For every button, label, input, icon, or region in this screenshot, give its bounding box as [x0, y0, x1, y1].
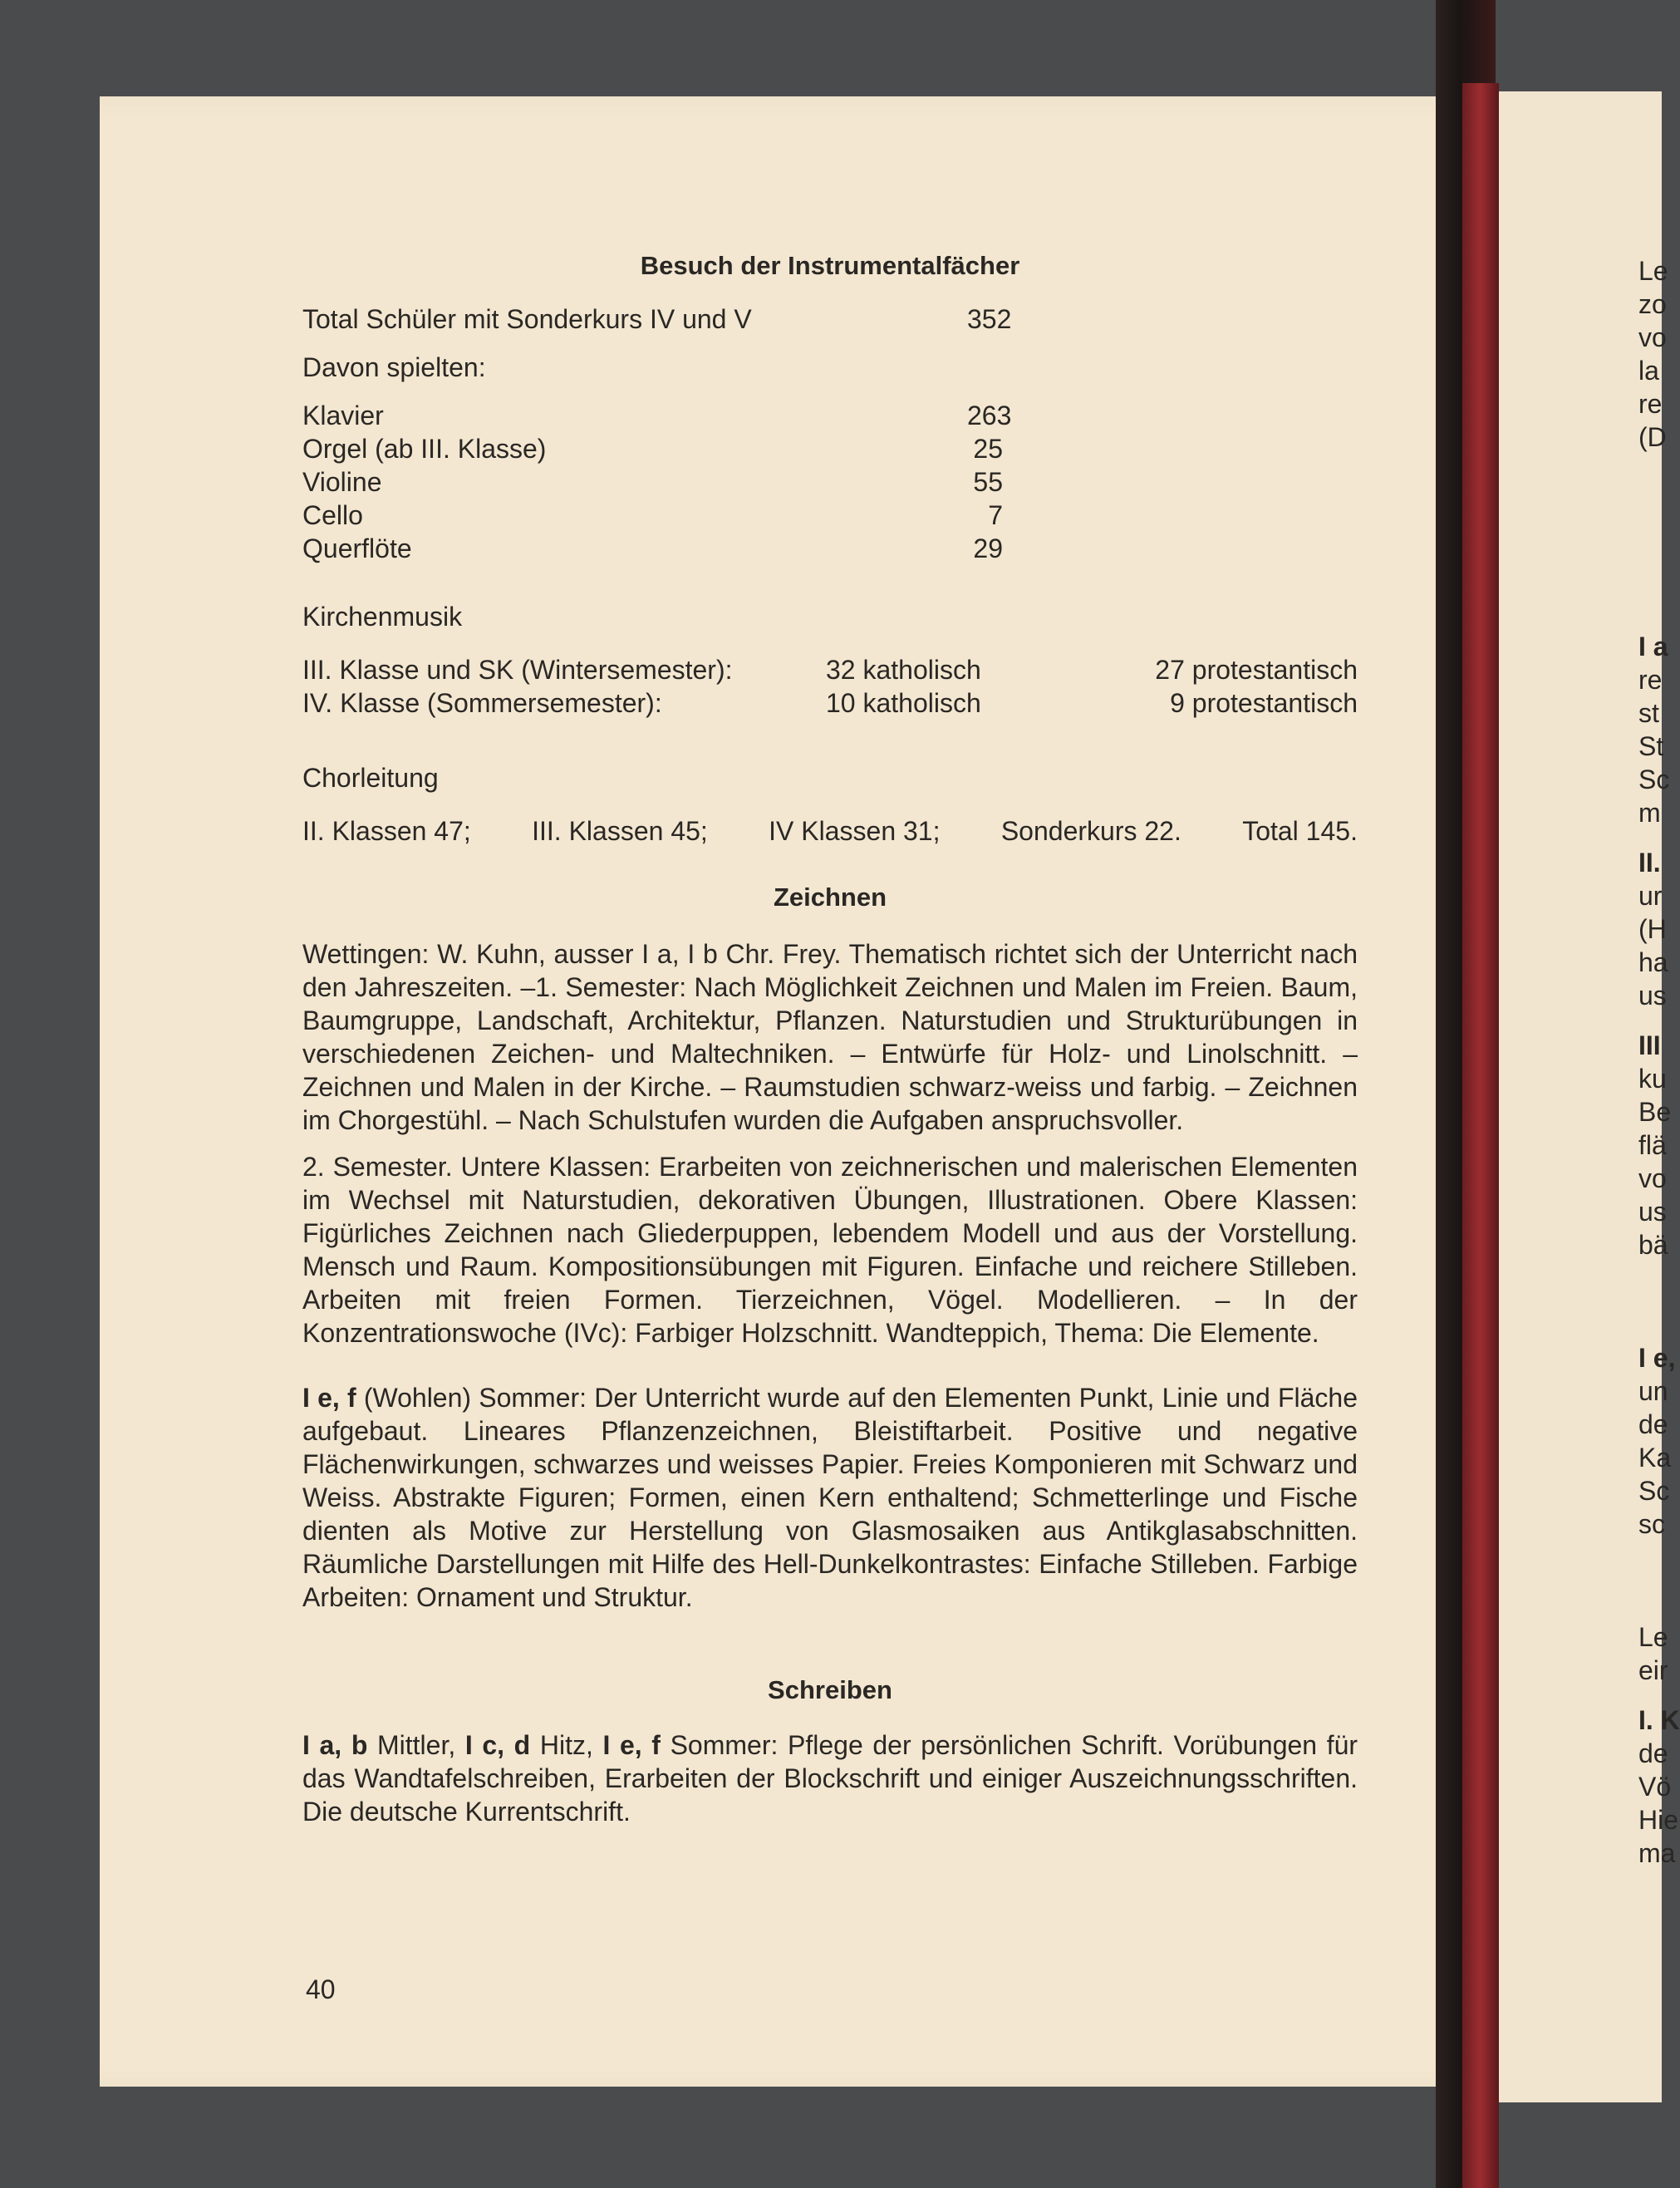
- instrument-count: 7: [988, 500, 1003, 530]
- right-fragment: St: [1638, 731, 1664, 761]
- class-code: I e, f: [602, 1730, 661, 1760]
- teacher-name: Hitz,: [530, 1730, 603, 1760]
- right-fragment: II.: [1638, 848, 1661, 878]
- kirchenmusik-katholisch: 10 katholisch: [826, 688, 981, 718]
- right-fragment: I a: [1638, 632, 1668, 661]
- right-fragment: Le: [1638, 1622, 1668, 1652]
- right-fragment: Le: [1638, 256, 1668, 286]
- right-fragment: us: [1638, 1197, 1667, 1227]
- class-code: I c, d: [464, 1730, 531, 1760]
- right-fragment: zo: [1638, 289, 1667, 319]
- kirchenmusik-row: [302, 686, 1358, 720]
- instrument-list: [302, 399, 1358, 565]
- instrument-count: 25: [973, 434, 1003, 464]
- instrument-count: 263: [967, 401, 1012, 430]
- right-fragment: I. K: [1638, 1705, 1680, 1735]
- right-fragment: (D: [1638, 422, 1667, 452]
- right-fragment: eir: [1638, 1655, 1668, 1685]
- instrument-row: [302, 465, 1358, 499]
- right-fragment: ku: [1638, 1064, 1667, 1094]
- page-content: [302, 249, 1358, 1828]
- instrument-heading: Besuch der Instrumentalfächer: [640, 251, 1020, 280]
- chorleitung-heading: Chorleitung: [302, 763, 439, 793]
- bookmark-ribbon: [1462, 83, 1499, 2188]
- right-fragment: vo: [1638, 322, 1667, 352]
- kirchenmusik-row: [302, 653, 1358, 686]
- kirchenmusik-label: IV. Klasse (Sommersemester):: [302, 688, 662, 718]
- right-fragment: Vö: [1638, 1772, 1672, 1802]
- right-fragment: m: [1638, 798, 1661, 828]
- right-fragment: st: [1638, 698, 1659, 728]
- davon-label: Davon spielten:: [302, 352, 486, 382]
- right-fragment: us: [1638, 981, 1667, 1010]
- chorleitung-row: [302, 814, 1358, 848]
- instrument-row: [302, 399, 1358, 432]
- instrument-count: 29: [973, 533, 1003, 563]
- kirchenmusik-katholisch: 32 katholisch: [826, 655, 981, 685]
- schreiben-paragraph: [302, 1728, 1358, 1828]
- instrument-label: Klavier: [302, 401, 384, 430]
- kirchenmusik-label: III. Klasse und SK (Wintersemester):: [302, 655, 733, 685]
- total-row: [302, 302, 1358, 336]
- instrument-label: Querflöte: [302, 533, 412, 563]
- kirchenmusik-heading: Kirchenmusik: [302, 602, 463, 632]
- right-fragment: ma: [1638, 1838, 1676, 1868]
- instrument-label: Orgel (ab III. Klasse): [302, 434, 547, 464]
- zeichnen-paragraph-3-text: (Wohlen) Sommer: Der Unterricht wurde auf den Elementen Punkt, Linie und Fläche aufgebaut. Lineares Pflanzenzeichnen, Bleistiftarbeit. Positive und negative Flächenwirkungen, schwarzes und weisses Papier. Freies Komponieren mit Schwarz und Weiss. Abstrakte Figuren; Formen, einen Kern enthaltend; Schmetterlinge und Fische dienten als Motive zur Herstellung von Glasmosaiken aus Antikglasabschnitten. Räumliche Darstellungen mit Hilfe des Hell-Dunkelkontrastes: Einfache Stilleben. Farbige Arbeiten: Ornament und Struktur.: [302, 1383, 1358, 1612]
- instrument-row: [302, 532, 1358, 565]
- right-fragment: bä: [1638, 1230, 1668, 1260]
- chorleitung-part: Total 145.: [1242, 816, 1358, 846]
- right-fragment: (H: [1638, 914, 1667, 944]
- schreiben-text: Sommer: Pflege der persönlichen Schrift. Vorübungen für das Wandtafelschreiben, Erarbeiten der Blockschrift und einiger Auszeichnungsschriften. Die deutsche Kurrentschrift.: [302, 1730, 1358, 1827]
- schreiben-heading: Schreiben: [768, 1675, 892, 1704]
- right-fragment: de: [1638, 1409, 1668, 1439]
- right-fragment: Ka: [1638, 1443, 1672, 1473]
- instrument-label: Cello: [302, 500, 363, 530]
- zeichnen-heading: Zeichnen: [773, 883, 887, 912]
- right-page: [1499, 91, 1662, 2102]
- zeichnen-paragraph-1: Wettingen: W. Kuhn, ausser I a, I b Chr. Frey. Thematisch richtet sich der Unterricht nach den Jahreszeiten. –1. Semester: Nach Möglichkeit Zeichnen und Malen im Freien. Baum, Baumgruppe, Landschaft, Architektur, Pflanzen. Naturstudien und Strukturübungen in verschiedenen Zeichen- und Maltechniken. – Entwürfe für Holz- und Linolschnitt. – Zeichnen und Malen in der Kirche. – Raumstudien schwarz-weiss und farbig. – Zeichnen im Chorgestühl. – Nach Schulstufen wurden die Aufgaben anspruchsvoller.: [302, 939, 1358, 1135]
- class-code: I a, b: [302, 1730, 368, 1760]
- right-fragment: re: [1638, 665, 1663, 695]
- total-label: Total Schüler mit Sonderkurs IV und V: [302, 304, 752, 334]
- chorleitung-part: II. Klassen 47;: [302, 816, 471, 846]
- right-fragment: I e,: [1638, 1343, 1676, 1373]
- right-fragment: Sc: [1638, 1476, 1670, 1506]
- right-fragment: re: [1638, 389, 1663, 419]
- kirchenmusik-protestantisch: 9 protestantisch: [1170, 688, 1358, 718]
- instrument-row: [302, 499, 1358, 532]
- right-fragment: Sc: [1638, 765, 1670, 794]
- instrument-row: [302, 432, 1358, 465]
- right-fragment: vo: [1638, 1163, 1667, 1193]
- chorleitung-part: Sonderkurs 22.: [1000, 816, 1181, 846]
- right-fragment: sc: [1638, 1509, 1665, 1539]
- right-fragment: ha: [1638, 947, 1668, 977]
- right-fragment: la: [1638, 356, 1659, 386]
- total-value: 352: [967, 304, 1012, 334]
- zeichnen-paragraph-2: 2. Semester. Untere Klassen: Erarbeiten von zeichnerischen und malerischen Elementen im Wechsel mit Naturstudien, dekorativen Übungen, Illustrationen. Obere Klassen: Figürliches Zeichnen nach Gliederpuppen, lebendem Modell und aus der Vorstellung. Mensch und Raum. Kompositionsübungen mit Figuren. Einfache und reichere Stilleben. Arbeiten mit freien Formen. Tierzeichnen, Vögel. Modellieren. – In der Konzentrationswoche (IVc): Farbiger Holzschnitt. Wandteppich, Thema: Die Elemente.: [302, 1152, 1358, 1348]
- teacher-name: Mittler,: [367, 1730, 465, 1760]
- right-fragment: flä: [1638, 1130, 1667, 1160]
- page-number: 40: [306, 1974, 336, 2004]
- chorleitung-part: IV Klassen 31;: [769, 816, 941, 846]
- right-fragment: de: [1638, 1738, 1668, 1768]
- instrument-count: 55: [973, 467, 1003, 497]
- right-fragment: ur: [1638, 881, 1663, 911]
- right-fragment: Hie: [1638, 1805, 1679, 1835]
- right-fragment: un: [1638, 1376, 1668, 1406]
- class-code: I e, f: [302, 1383, 356, 1413]
- right-fragment: III: [1638, 1030, 1661, 1060]
- right-page-text: [1638, 249, 1680, 1870]
- right-fragment: Be: [1638, 1097, 1672, 1127]
- zeichnen-paragraph-3: [302, 1381, 1358, 1614]
- chorleitung-part: III. Klassen 45;: [532, 816, 708, 846]
- kirchenmusik-protestantisch: 27 protestantisch: [1155, 655, 1358, 685]
- instrument-label: Violine: [302, 467, 382, 497]
